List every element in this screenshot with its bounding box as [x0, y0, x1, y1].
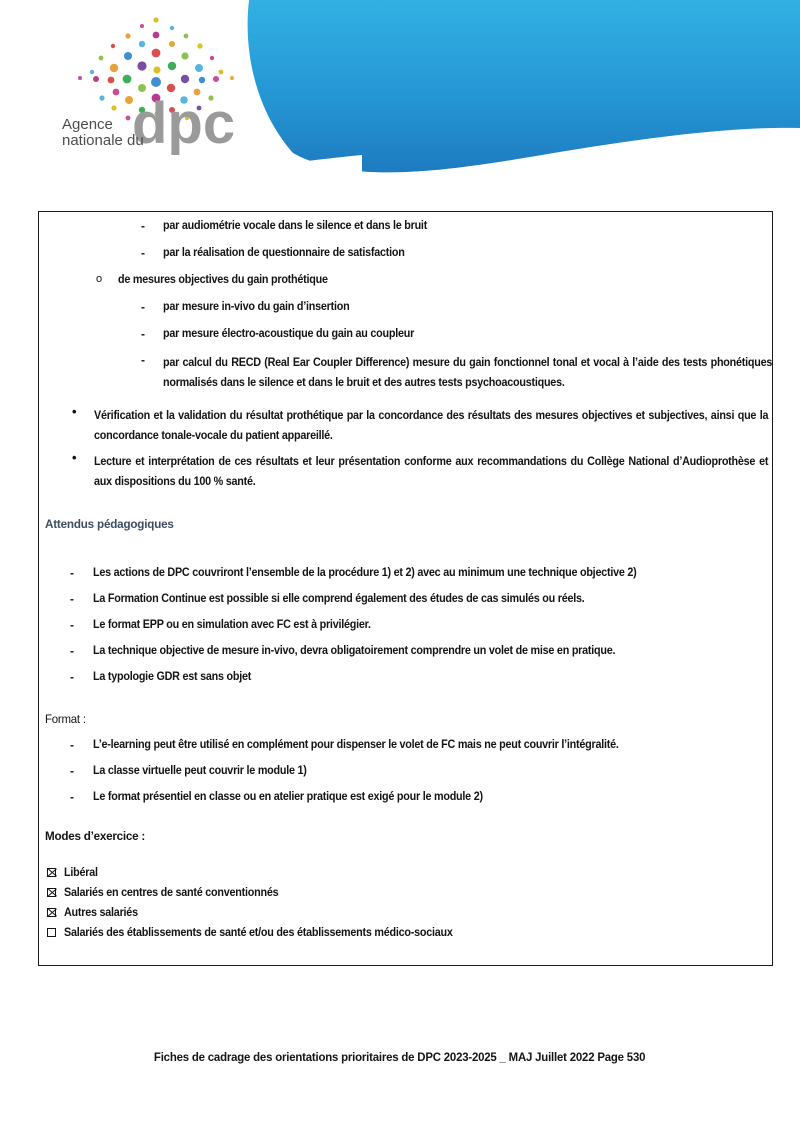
mode-option-label: Salariés en centres de santé conventionnés [64, 886, 279, 899]
dash-marker: - [141, 327, 145, 341]
list-item-text: Le format présentiel en classe ou en atelier pratique est exigé pour le module 2) [93, 790, 483, 803]
list-item-text: La typologie GDR est sans objet [93, 670, 252, 683]
checkbox-unchecked-icon[interactable] [47, 928, 56, 937]
mode-option-label: Salariés des établissements de santé et/ou des établissements médico-sociaux [64, 926, 453, 939]
section-heading-attendus: Attendus pédagogiques [45, 517, 174, 531]
logo-wordmark: dpc [132, 91, 236, 156]
logo-line-2: nationale du [62, 132, 144, 149]
dash-marker: - [70, 764, 74, 778]
page-footer [0, 1048, 800, 1066]
document-content-box [38, 211, 773, 966]
dash-marker: - [70, 670, 74, 684]
section-heading-modes: Modes d’exercice : [45, 829, 145, 843]
checkbox-checked-icon[interactable] [47, 868, 56, 877]
list-item-text: L’e-learning peut être utilisé en complément pour dispenser le volet de FC mais ne peut couvrir l’intégralité. [93, 738, 619, 751]
list-item-text: par la réalisation de questionnaire de satisfaction [163, 246, 405, 259]
list-item-text: Lecture et interprétation de ces résultats et leur présentation conforme aux recommandations du Collège National d’Audioprothèse et aux dispositions du 100 % santé. [94, 455, 769, 488]
checkbox-checked-icon[interactable] [47, 908, 56, 917]
circle-marker: o [96, 273, 103, 285]
dash-marker: - [141, 219, 145, 233]
list-item-text: Le format EPP ou en simulation avec FC est à privilégier. [93, 618, 371, 631]
list-item-text: La classe virtuelle peut couvrir le module 1) [93, 764, 307, 777]
dash-marker: - [70, 618, 74, 632]
dash-marker: - [141, 246, 145, 260]
bullet-marker: • [72, 404, 77, 419]
mode-option-label: Libéral [64, 866, 98, 879]
list-item-text: Vérification et la validation du résultat prothétique par la concordance des résultats des mesures objectives et subjectives, ainsi que la concordance tonale-vocale du patient appareillé. [94, 409, 769, 442]
list-item-text: par audiométrie vocale dans le silence et dans le bruit [163, 219, 428, 232]
dash-marker: - [70, 644, 74, 658]
list-item-text: La technique objective de mesure in-vivo, devra obligatoirement comprendre un volet de mise en pratique. [93, 644, 616, 657]
dash-marker: - [70, 592, 74, 606]
mode-option-label: Autres salariés [64, 906, 138, 919]
list-item-text: Les actions de DPC couvriront l’ensemble de la procédure 1) et 2) avec au minimum une technique objective 2) [93, 566, 637, 579]
list-item-text: de mesures objectives du gain prothétique [118, 273, 328, 286]
dash-marker: - [70, 738, 74, 752]
page-header [0, 0, 800, 200]
list-item-text: par mesure électro-acoustique du gain au coupleur [163, 327, 415, 340]
dash-marker: - [141, 300, 145, 314]
dash-marker: - [70, 790, 74, 804]
list-item-text: La Formation Continue est possible si elle comprend également des études de cas simulés ou réels. [93, 592, 585, 605]
list-item-text: par mesure in-vivo du gain d’insertion [163, 300, 350, 313]
section-heading-format: Format : [45, 712, 86, 726]
footer-text: Fiches de cadrage des orientations prioritaires de DPC 2023-2025 _ MAJ Juillet 2022 Page 530 [154, 1050, 646, 1064]
checkbox-checked-icon[interactable] [47, 888, 56, 897]
agence-nationale-dpc-logo [56, 8, 256, 168]
logo-line-1: Agence [62, 116, 113, 133]
dash-marker: - [70, 566, 74, 580]
bullet-marker: • [72, 450, 77, 465]
dash-marker: - [141, 353, 145, 367]
list-item-text: par calcul du RECD (Real Ear Coupler Difference) mesure du gain fonctionnel tonal et vocal à l’aide des tests phonétiques normalisés dans le silence et dans le bruit et des autres tests psychoacoustiques. [163, 356, 773, 389]
